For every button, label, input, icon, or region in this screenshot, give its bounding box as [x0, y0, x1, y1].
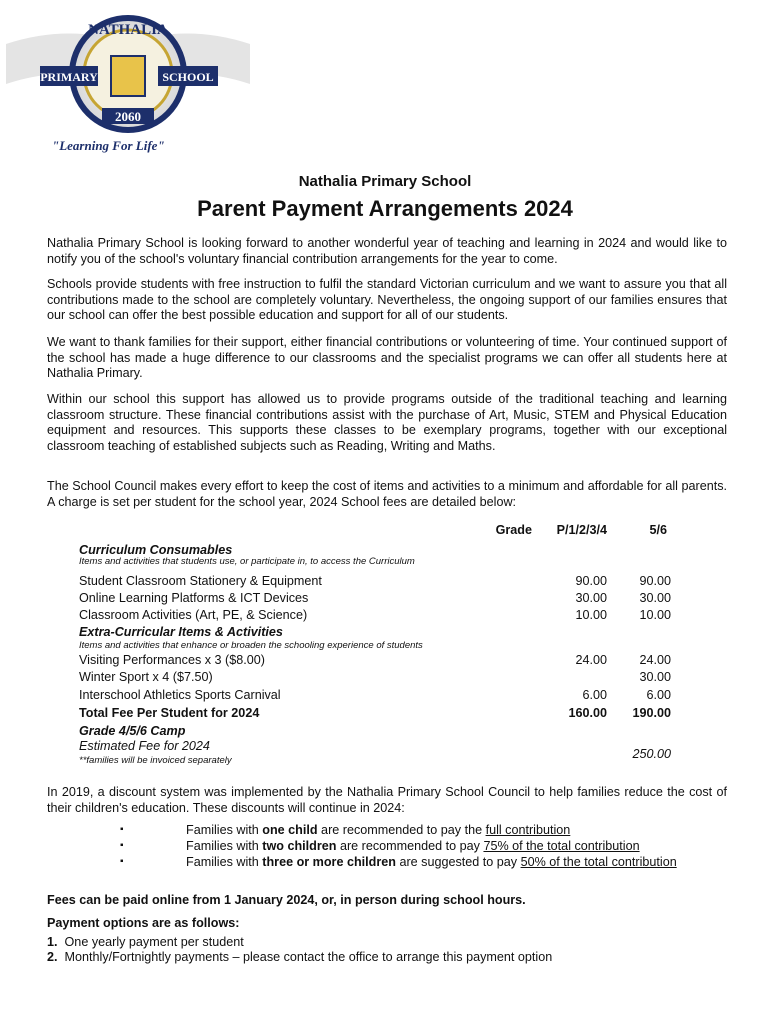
- page-title: Parent Payment Arrangements 2024: [197, 196, 573, 221]
- list-item: ▪ Families with one child are recommended to pay the full contribution: [120, 823, 571, 837]
- bullet-icon: ▪: [120, 856, 124, 867]
- total-row: Total Fee Per Student for 2024 160.00 190.00: [79, 706, 671, 720]
- table-row: Classroom Activities (Art, PE, & Science) 10.00 10.00: [79, 608, 671, 622]
- fees-header-row: [47, 522, 727, 538]
- paragraph-programs: Within our school this support has allowed us to provide programs outside of the traditional teaching and learning classroom structure. These financial contributions assist with the purchase of Art, Music, STEM and Physical Education equipment and resources. This supports these classes to be exemplary programs, together with our exceptional classroom teaching of established subjects such as Reading, Writing and Maths.: [47, 392, 727, 453]
- section-curriculum-note: Items and activities that students use, or participate in, to access the Curriculum: [79, 556, 415, 567]
- camp-title: Grade 4/5/6 Camp: [79, 724, 186, 738]
- list-item: ▪ Families with three or more children are suggested to pay 50% of the total contribution: [120, 855, 677, 869]
- bullet-icon: ▪: [120, 840, 124, 851]
- table-row: Online Learning Platforms & ICT Devices 30.00 30.00: [79, 591, 671, 605]
- table-row: Interschool Athletics Sports Carnival 6.00 6.00: [79, 688, 671, 702]
- camp-value: 250.00: [632, 747, 671, 761]
- table-row: Visiting Performances x 3 ($8.00) 24.00 24.00: [79, 653, 671, 667]
- paragraph-intro: Nathalia Primary School is looking forward to another wonderful year of teaching and learning in 2024 and would like to notify you of the school's voluntary financial contribution arrangements for the year to come.: [47, 236, 727, 266]
- table-row: Student Classroom Stationery & Equipment 90.00 90.00: [79, 574, 671, 588]
- logo-bottom-text: 2060: [115, 109, 141, 124]
- fees-online-notice: Fees can be paid online from 1 January 2024, or, in person during school hours.: [47, 893, 526, 907]
- logo-crest: [111, 56, 145, 96]
- camp-row: Estimated Fee for 2024 250.00: [79, 739, 671, 761]
- paragraph-discount-intro: In 2019, a discount system was implemented by the Nathalia Primary School Council to help families reduce the cost of their children's education. These discounts will continue in 2024:: [47, 785, 727, 815]
- paragraph-thanks: We want to thank families for their support, either financial contributions or volunteering of time. Your continued support of the school has made a huge difference to our classrooms and the specialist programs we can offer all students here at Nathalia Primary.: [47, 335, 727, 381]
- section-extracurricular-note: Items and activities that enhance or broaden the schooling experience of students: [79, 640, 423, 651]
- school-motto: "Learning For Life": [52, 138, 165, 153]
- paragraph-school-council: The School Council makes every effort to keep the cost of items and activities to a minimum and affordable for all parents. A charge is set per student for the school year, 2024 School fees are detailed below:: [47, 479, 727, 509]
- col-1-header: P/1/2/3/4: [556, 523, 607, 537]
- section-extracurricular-title: Extra-Curricular Items & Activities: [79, 625, 283, 639]
- section-curriculum-title: Curriculum Consumables: [79, 543, 233, 557]
- col-2-header: 5/6: [649, 523, 667, 537]
- payment-option-2: 2. Monthly/Fortnightly payments – please contact the office to arrange this payment option: [47, 950, 553, 964]
- logo-top-text: NATHALIA: [88, 22, 168, 38]
- list-item: ▪ Families with two children are recommended to pay 75% of the total contribution: [120, 839, 640, 853]
- payment-option-1: 1. One yearly payment per student: [47, 935, 244, 949]
- payment-options-heading: Payment options are as follows:: [47, 916, 240, 930]
- camp-note: **families will be invoiced separately: [79, 755, 232, 766]
- logo-left-text: PRIMARY: [40, 70, 98, 84]
- bullet-icon: ▪: [120, 824, 124, 835]
- col-grade-header: Grade: [495, 523, 532, 537]
- discount-list: [120, 822, 710, 870]
- logo-right-text: SCHOOL: [162, 70, 214, 84]
- table-row: Winter Sport x 4 ($7.50) 30.00: [79, 670, 671, 684]
- school-name: Nathalia Primary School: [298, 173, 472, 190]
- paragraph-free-instruction: Schools provide students with free instruction to fulfil the standard Victorian curriculum and we want to assure you that all contributions made to the school are completely voluntary. Nevertheless, the ongoing support of our families ensures that our school can offer the best possible education and support for all of our students.: [47, 277, 727, 323]
